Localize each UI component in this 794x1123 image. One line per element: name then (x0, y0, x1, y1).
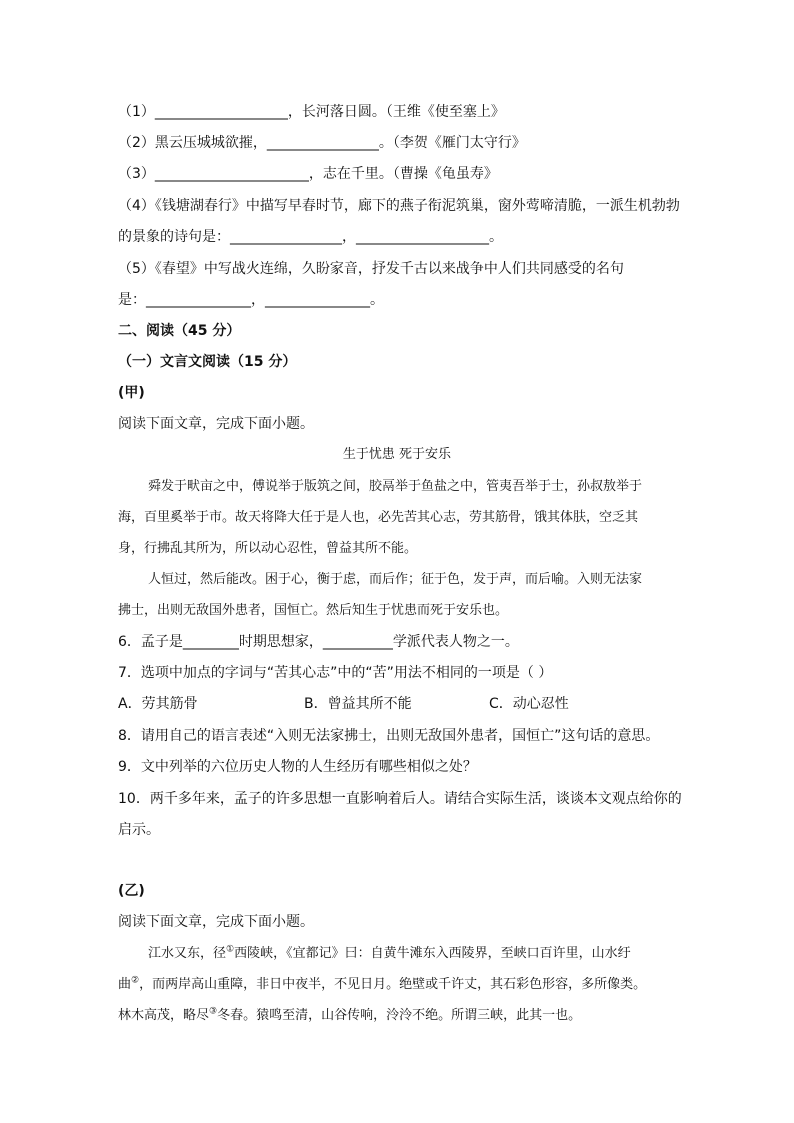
passage2-line1-end: 西陵峡，《宜都记》曰：自黄牛滩东入西陵界，至峡口百许里，山水纡 (234, 946, 631, 961)
passage2-line3 (118, 1006, 581, 1026)
question-9: 9．文中列举的六位历史人物的人生经历有哪些相似之处？ (118, 759, 477, 775)
passage1-para1-line1: 舜发于畎亩之中，傅说举于版筑之间，胶鬲举于鱼盐之中，管夷吾举于士，孙叔敖举于 (148, 479, 643, 494)
footnote-marker-2: ② (131, 975, 140, 986)
poem-question-5-line2: 是：_______________，_______________。 (118, 292, 384, 308)
passage2-line3-start: 林木高茂，略尽 (118, 1008, 210, 1023)
passage2-line3-end: 冬春。猿鸣至清，山谷传响，泠泠不绝。所谓三峡，此其一也。 (217, 1008, 582, 1023)
poem-question-4-line2: 的景象的诗句是：________________，___________________。 (118, 229, 503, 245)
instruction-jia: 阅读下面文章，完成下面小题。 (118, 416, 314, 432)
poem-question-1: （1）___________________，长河落日圆。（王维《使至塞上》 (118, 104, 505, 120)
footnote-marker-3: ③ (209, 1006, 218, 1017)
question-7: 7．选项中加点的字词与“苦其心志”中的“苦”用法不相同的一项是（ ） (118, 665, 553, 681)
passage1-para2-line2: 拂士，出则无敌国外患者，国恒亡。然后知生于忧患而死于安乐也。 (118, 603, 509, 618)
passage1-para1-line3: 身，行拂乱其所为，所以动心忍性，曾益其所不能。 (118, 541, 418, 556)
poem-question-5-line1: （5）《春望》中写战火连绵，久盼家音，抒发千古以来战争中人们共同感受的名句 (118, 261, 624, 277)
instruction-yi: 阅读下面文章，完成下面小题。 (118, 914, 314, 930)
passage2-line2-start: 曲 (118, 977, 132, 992)
passage1-para1-line2: 海，百里奚举于市。故天将降大任于是人也，必先苦其心志，劳其筋骨，饿其体肤，空乏其 (118, 510, 639, 525)
poem-question-4-line1: （4）《钱塘湖春行》中描写早春时节，廊下的燕子衔泥筑巢，窗外莺啼清脆，一派生机勃勃 (118, 198, 680, 214)
passage-title: 生于忧患 死于安乐 (342, 447, 452, 462)
question-7-option-c: C．动心忍性 (489, 696, 569, 712)
passage1-para2-line1: 人恒过，然后能改。困于心，衡于虑，而后作；征于色，发于声，而后喻。入则无法家 (148, 572, 643, 587)
passage2-line2-end: ，而两岸高山重障，非日中夜半，不见日月。绝壁或千许丈，其石彩色形容，多所像类。 (139, 977, 647, 992)
question-6: 6．孟子是________时期思想家，__________学派代表人物之一。 (118, 634, 519, 650)
passage-label-jia: (甲) (118, 385, 145, 401)
question-7-option-b: B．曾益其所不能 (304, 696, 412, 712)
question-7-option-a: A．劳其筋骨 (118, 696, 198, 712)
poem-question-3: （3）______________________，志在千里。（曹操《龟虽寿》 (118, 166, 498, 182)
passage2-line1-start: 江水又东，径 (148, 946, 227, 961)
passage2-line1 (148, 944, 631, 964)
question-8: 8．请用自己的语言表述“入则无法家拂士，出则无敌国外患者，国恒亡”这句话的意思。 (118, 728, 660, 744)
passage2-line2 (118, 975, 646, 995)
passage-label-yi: (乙) (118, 883, 145, 899)
poem-question-2: （2）黑云压城城欲摧，________________。（李贺《雁门太守行》 (118, 135, 526, 151)
subsection-title-classical: （一）文言文阅读（15 分） (118, 354, 297, 370)
section-title-reading: 二、阅读（45 分） (118, 323, 241, 339)
question-10-line2: 启示。 (118, 822, 160, 838)
question-10-line1: 10．两千多年来，孟子的许多思想一直影响着后人。请结合实际生活，谈谈本文观点给你的 (118, 791, 682, 807)
footnote-marker-1: ① (226, 944, 235, 955)
